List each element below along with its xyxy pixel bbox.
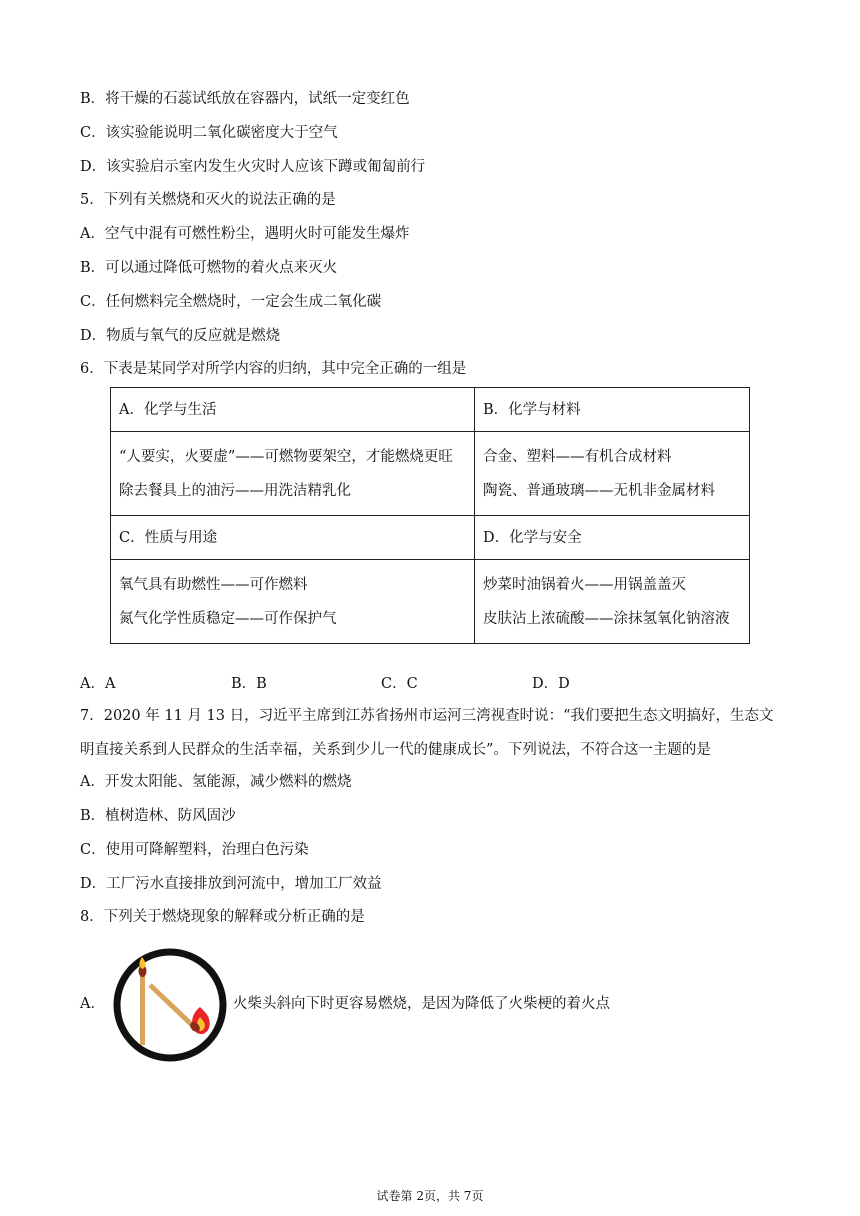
q8-option-a-text: 火柴头斜向下时更容易燃烧，是因为降低了火柴梗的着火点 — [233, 996, 610, 1012]
q6-option-c: C．C — [381, 676, 418, 692]
q7-option-d: D．工厂污水直接排放到河流中，增加工厂效益 — [80, 876, 382, 892]
table-cell-d-head: D．化学与安全 — [475, 516, 750, 560]
q6-stem: 6．下表是某同学对所学内容的归纳，其中完全正确的一组是 — [80, 361, 467, 377]
q7-option-c: C．使用可降解塑料，治理白色污染 — [80, 842, 309, 858]
q5-option-b: B．可以通过降低可燃物的着火点来灭火 — [80, 260, 338, 276]
q5-option-c: C．任何燃料完全燃烧时，一定会生成二氧化碳 — [80, 294, 382, 310]
table-cell-c-line2: 氮气化学性质稳定——可作保护气 — [119, 610, 337, 627]
table-cell-d-line2: 皮肤沾上浓硫酸——涂抹氢氧化钠溶液 — [483, 610, 730, 627]
q6-option-d: D．D — [532, 676, 570, 692]
table-cell-d-line1: 炒菜时油锅着火——用锅盖盖灭 — [483, 576, 686, 593]
match-circle-image — [110, 945, 230, 1065]
q8-stem: 8．下列关于燃烧现象的解释或分析正确的是 — [80, 909, 365, 925]
table-cell-b-body — [475, 432, 750, 516]
q6-summary-table — [110, 387, 750, 644]
q6-options — [80, 672, 800, 692]
table-cell-a-body — [111, 432, 475, 516]
q4-option-c: C．该实验能说明二氧化碳密度大于空气 — [80, 125, 338, 141]
table-cell-b-head: B．化学与材料 — [475, 388, 750, 432]
page-footer: 试卷第 2页，共 7页 — [376, 1189, 484, 1203]
table-cell-c-body — [111, 560, 475, 644]
q7-stem-line2: 明直接关系到人民群众的生活幸福，关系到少儿一代的健康成长”。下列说法，不符合这一主题的是 — [80, 742, 711, 758]
q7-stem-line1: 7．2020 年 11 月 13 日，习近平主席到江苏省扬州市运河三湾视查时说：“我们要把生态文明搞好，生态文 — [80, 708, 774, 724]
table-cell-c-head: C．性质与用途 — [111, 516, 475, 560]
q6-option-a: A．A — [80, 676, 116, 692]
table-cell-b-line1: 合金、塑料——有机合成材料 — [483, 448, 672, 465]
table-cell-d-body — [475, 560, 750, 644]
table-cell-c-line1: 氧气具有助燃性——可作燃料 — [119, 576, 308, 593]
q4-option-d: D．该实验启示室内发生火灾时人应该下蹲或匍匐前行 — [80, 159, 426, 175]
match-stick-vertical — [140, 975, 145, 1045]
q5-stem: 5．下列有关燃烧和灭火的说法正确的是 — [80, 192, 336, 208]
table-cell-a-head: A．化学与生活 — [111, 388, 475, 432]
q7-option-a: A．开发太阳能、氢能源，减少燃料的燃烧 — [80, 774, 352, 790]
table-cell-a-line2: 除去餐具上的油污——用洗洁精乳化 — [119, 482, 351, 499]
table-cell-a-line1: “人要实，火要虚”——可燃物要架空，才能燃烧更旺 — [119, 448, 453, 465]
q4-option-b: B．将干燥的石蕊试纸放在容器内，试纸一定变红色 — [80, 91, 410, 107]
q5-option-a: A．空气中混有可燃性粉尘，遇明火时可能发生爆炸 — [80, 226, 410, 242]
q5-option-d: D．物质与氧气的反应就是燃烧 — [80, 328, 281, 344]
q8-option-a-label: A． — [80, 996, 105, 1012]
q6-option-b: B．B — [231, 676, 267, 692]
q7-option-b: B．植树造林、防风固沙 — [80, 808, 236, 824]
table-cell-b-line2: 陶瓷、普通玻璃——无机非金属材料 — [483, 482, 715, 499]
